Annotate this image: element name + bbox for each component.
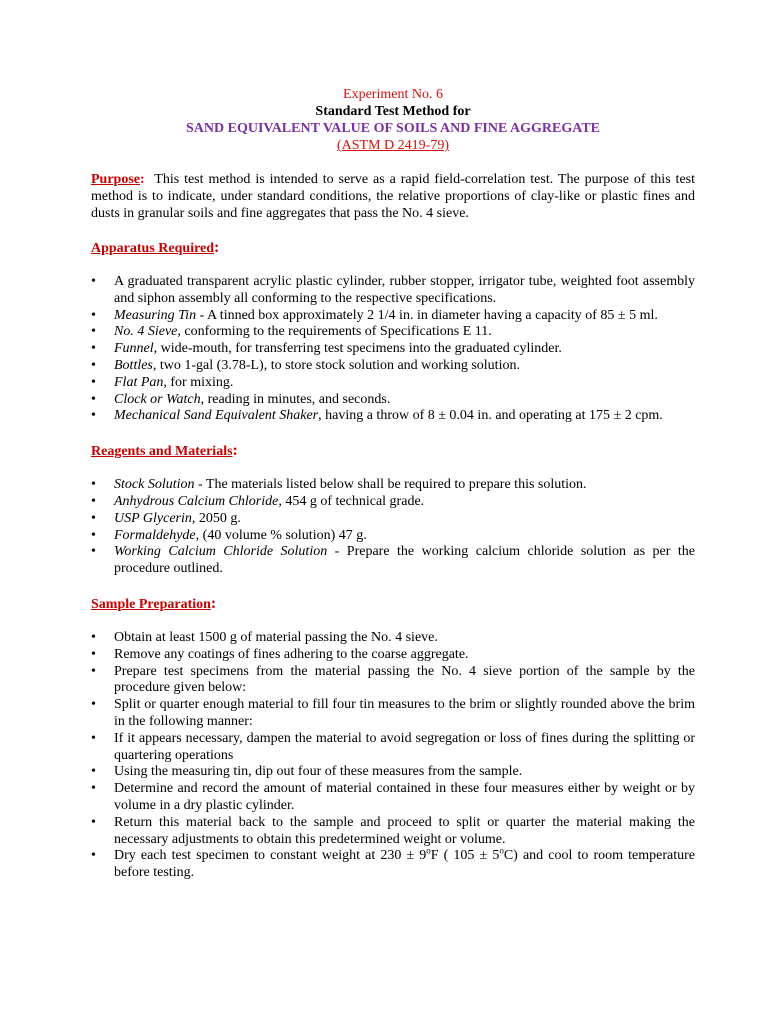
item-text: Dry each test specimen to constant weight at 230 ± 9 xyxy=(114,848,427,864)
item-text: Using the measuring tin, dip out four of these measures from the sample. xyxy=(114,764,523,780)
list-item xyxy=(91,511,695,528)
list-item xyxy=(91,845,695,882)
item-text: , wide-mouth, for transferring test specimens into the graduated cylinder. xyxy=(153,341,562,357)
reagents-heading: Reagents and Materials xyxy=(91,444,233,460)
list-item xyxy=(91,697,695,731)
sample-heading: Sample Preparation xyxy=(91,596,211,612)
item-text: Prepare test specimens from the material passing the No. 4 sieve portion of the sample by the procedure given below: xyxy=(114,663,695,696)
item-text: (40 volume % solution) 47 g. xyxy=(199,527,367,543)
bullet-icon: • xyxy=(91,341,96,357)
list-item xyxy=(91,308,695,325)
purpose-heading: Purpose xyxy=(91,172,140,187)
list-item xyxy=(91,477,695,494)
document-header xyxy=(91,86,695,154)
list-item xyxy=(91,764,695,781)
list-item xyxy=(91,528,695,545)
sample-colon: : xyxy=(210,594,217,612)
document-page xyxy=(91,86,695,882)
item-text: Determine and record the amount of material contained in these four measures either by weight or by volume in a dry plastic cylinder. xyxy=(114,781,695,813)
item-text: Return this material back to the sample and proceed to split or quarter the material making the necessary adjustments to obtain this predetermined weight or volume. xyxy=(114,814,695,847)
bullet-icon: • xyxy=(91,391,96,407)
apparatus-list xyxy=(91,274,695,425)
document-title: SAND EQUIVALENT VALUE OF SOILS AND FINE AGGREGATE xyxy=(185,121,601,136)
purpose-colon: : xyxy=(140,172,145,187)
item-text: , for mixing. xyxy=(163,374,234,390)
bullet-icon: • xyxy=(91,697,96,713)
purpose-paragraph xyxy=(91,171,695,222)
bullet-icon: • xyxy=(91,357,96,373)
item-text: A graduated transparent acrylic plastic cylinder, rubber stopper, irrigator tube, weighted foot assembly and siphon assembly all conforming to the respective specifications. xyxy=(114,274,695,306)
bullet-icon: • xyxy=(91,629,96,645)
bullet-icon: • xyxy=(91,374,96,390)
item-text: 2050 g. xyxy=(195,510,241,526)
reagents-section xyxy=(91,442,695,578)
item-text: , conforming to the requirements of Specifications E 11. xyxy=(177,324,492,340)
item-text: - A tinned box approximately 2 1/4 in. in diameter having a capacity of 85 ± 5 ml. xyxy=(196,307,658,323)
item-emphasis: Anhydrous Calcium Chloride, xyxy=(114,493,282,509)
bullet-icon: • xyxy=(91,408,96,424)
reagents-list xyxy=(91,477,695,578)
item-emphasis: Working Calcium Chloride Solution xyxy=(114,544,328,560)
bullet-icon: • xyxy=(91,477,96,493)
sample-section xyxy=(91,595,695,882)
item-text: F ( 105 ± 5 xyxy=(430,848,500,864)
item-emphasis: No. 4 Sieve xyxy=(114,324,178,340)
item-text: - Prepare the working calcium chloride solution as per the procedure outlined. xyxy=(114,544,695,577)
bullet-icon: • xyxy=(91,781,96,797)
item-text: , having a throw of 8 ± 0.04 in. and operating at 175 ± 2 cpm. xyxy=(318,408,663,424)
list-item xyxy=(91,647,695,664)
bullet-icon: • xyxy=(91,764,96,780)
item-text: Obtain at least 1500 g of material passing the No. 4 sieve. xyxy=(114,629,438,645)
item-emphasis: Stock Solution xyxy=(114,477,195,493)
item-emphasis: Formaldehyde, xyxy=(114,527,200,543)
bullet-icon: • xyxy=(91,324,96,340)
list-item xyxy=(91,544,695,578)
bullet-icon: • xyxy=(91,730,96,746)
item-emphasis: Flat Pan xyxy=(114,374,164,390)
standard-label: Standard Test Method for xyxy=(315,104,471,119)
item-text: C) and cool to room temperature before testing. xyxy=(114,848,695,881)
list-item xyxy=(91,392,695,409)
list-item xyxy=(91,324,695,341)
list-item xyxy=(91,731,695,765)
reagents-colon: : xyxy=(232,442,238,460)
list-item xyxy=(91,815,695,849)
apparatus-colon: : xyxy=(214,239,220,256)
degree-mark: o xyxy=(426,845,431,856)
degree-mark: o xyxy=(499,845,504,856)
item-text: , two 1-gal (3.78-L), to store stock solution and working solution. xyxy=(152,357,520,373)
item-text: - The materials listed below shall be required to prepare this solution. xyxy=(194,477,587,493)
bullet-icon: • xyxy=(91,544,96,560)
apparatus-heading: Apparatus Required xyxy=(91,241,215,256)
sample-list xyxy=(91,630,695,882)
list-item xyxy=(91,358,695,375)
list-item xyxy=(91,375,695,392)
list-item xyxy=(91,494,695,511)
item-text: Remove any coatings of fines adhering to the coarse aggregate. xyxy=(114,646,469,662)
bullet-icon: • xyxy=(91,814,96,830)
item-text: , reading in minutes, and seconds. xyxy=(200,391,391,407)
bullet-icon: • xyxy=(91,274,96,289)
bullet-icon: • xyxy=(91,510,96,526)
item-emphasis: Mechanical Sand Equivalent Shaker xyxy=(114,408,319,424)
bullet-icon: • xyxy=(91,493,96,509)
astm-reference: (ASTM D 2419-79) xyxy=(337,138,449,153)
item-emphasis: Measuring Tin xyxy=(114,307,197,323)
bullet-icon: • xyxy=(91,646,96,662)
list-item xyxy=(91,630,695,647)
item-text: If it appears necessary, dampen the material to avoid segregation or loss of fines during the splitting or quartering operations xyxy=(114,730,695,763)
item-emphasis: Bottles xyxy=(114,357,153,373)
bullet-icon: • xyxy=(91,527,96,543)
list-item xyxy=(91,781,695,815)
list-item xyxy=(91,274,695,308)
list-item xyxy=(91,664,695,698)
apparatus-section xyxy=(91,239,695,425)
bullet-icon: • xyxy=(91,848,96,864)
item-emphasis: Clock or Watch xyxy=(114,391,201,407)
list-item xyxy=(91,341,695,358)
item-text: 454 g of technical grade. xyxy=(281,493,425,509)
purpose-text: This test method is intended to serve as a rapid field-correlation test. The purpose of this test method is to indicate, under standard conditions, the relative proportions of clay-like or plastic fines and dusts in granular soils and fine aggregates that pass the No. 4 sieve. xyxy=(91,172,696,221)
experiment-number: Experiment No. 6 xyxy=(343,87,443,102)
bullet-icon: • xyxy=(91,307,96,323)
item-text: Split or quarter enough material to fill four tin measures to the brim or slightly rounded above the brim in the following manner: xyxy=(114,697,695,729)
item-emphasis: Funnel xyxy=(114,341,154,357)
bullet-icon: • xyxy=(91,663,96,679)
item-emphasis: USP Glycerin, xyxy=(114,510,196,526)
list-item xyxy=(91,408,695,425)
